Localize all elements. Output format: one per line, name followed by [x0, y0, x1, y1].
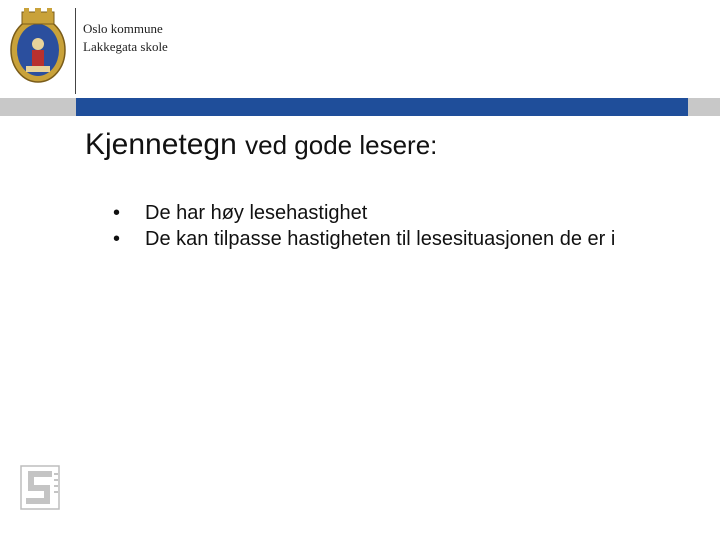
- organization-name: [83, 20, 168, 56]
- header-band-blue: [76, 98, 688, 116]
- bullet-item: [113, 200, 683, 226]
- bullet-dot: •: [113, 202, 121, 224]
- bullet-dot: •: [113, 228, 121, 250]
- bullet-list: [113, 200, 683, 252]
- slide-title: [85, 128, 437, 162]
- bullet-text: De har høy lesehastighet: [145, 202, 368, 224]
- org-line-2: Lakkegata skole: [83, 39, 168, 54]
- school-logo-icon: [20, 465, 60, 510]
- org-line-1: Oslo kommune: [83, 21, 163, 36]
- title-main: Kjennetegn: [85, 128, 237, 161]
- header-divider: [75, 8, 76, 94]
- bullet-text: De kan tilpasse hastigheten til lesesituasjonen de er i: [145, 228, 616, 250]
- oslo-crest-icon: [8, 8, 68, 84]
- title-rest: ved gode lesere:: [245, 130, 438, 160]
- bullet-item: [113, 226, 683, 252]
